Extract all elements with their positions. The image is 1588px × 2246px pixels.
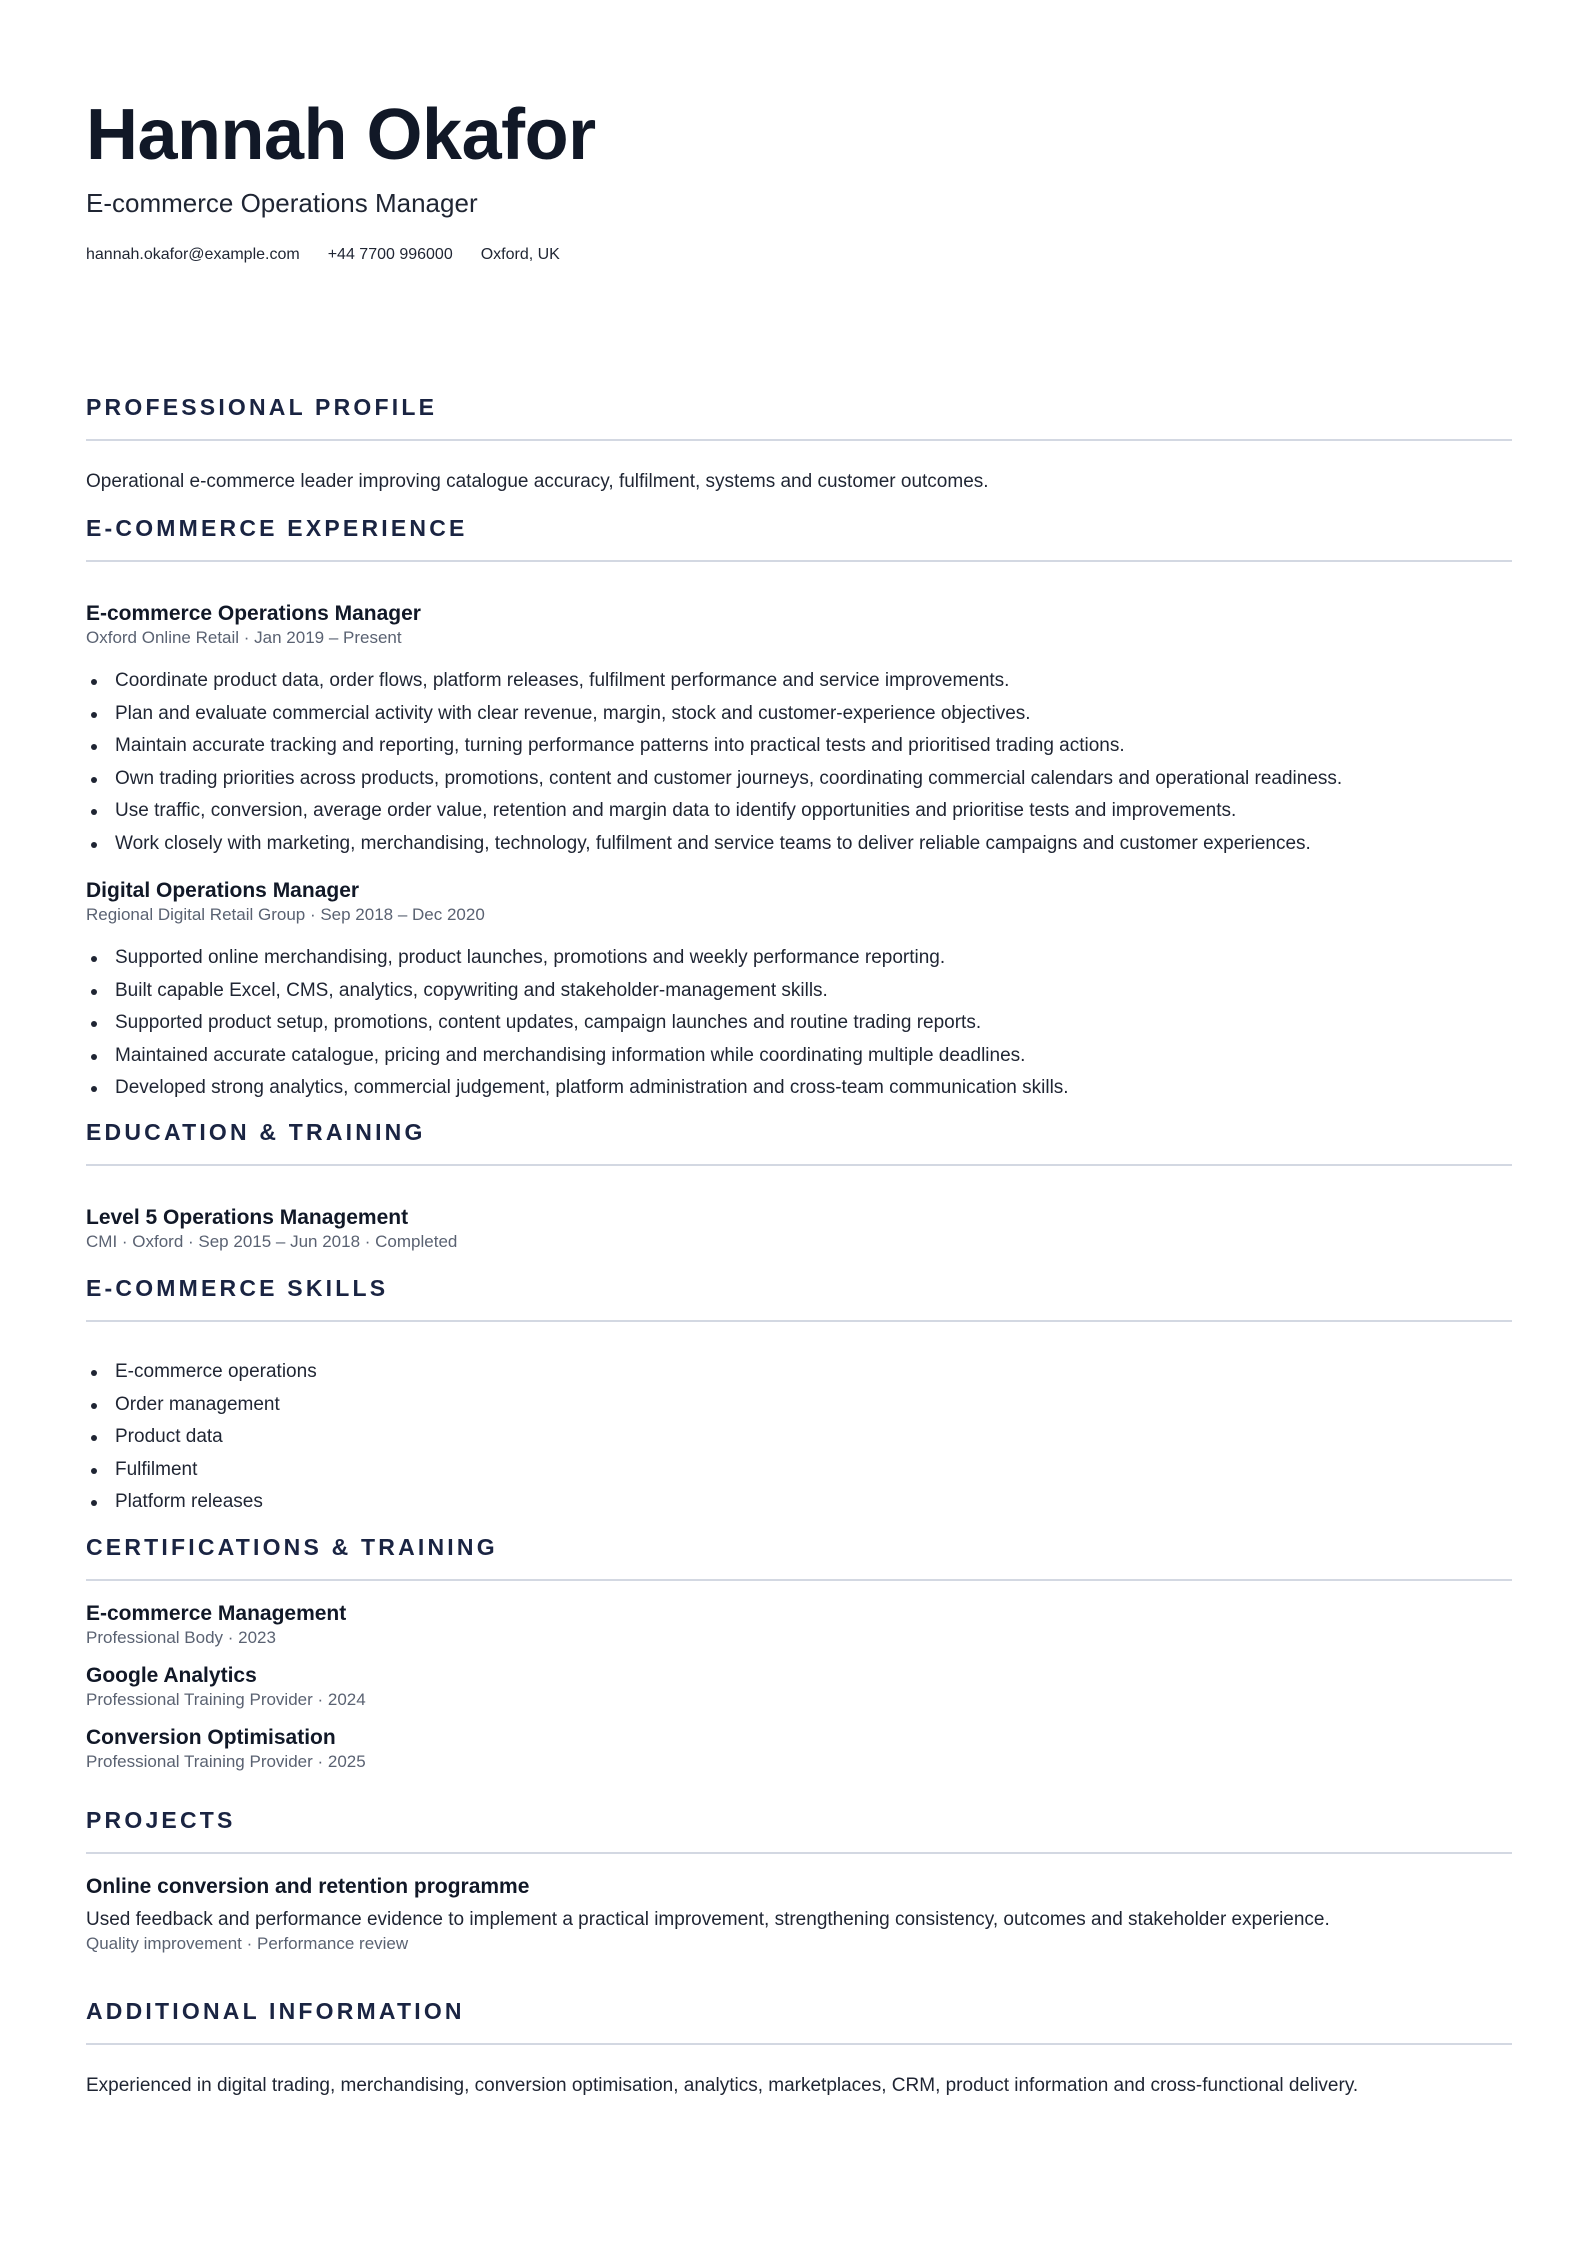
section-divider <box>86 1579 1512 1581</box>
certification-meta: Professional Training Provider · 2025 <box>86 1752 366 1771</box>
section-skills <box>86 1273 1512 1519</box>
section-divider <box>86 1320 1512 1322</box>
job-meta: Regional Digital Retail Group · Sep 2018 – Dec 2020 <box>86 905 485 924</box>
contact-email: hannah.okafor@example.com <box>86 246 300 263</box>
job-entry <box>86 601 1512 860</box>
certification-title: E-commerce Management <box>86 1602 347 1625</box>
section-heading: E-COMMERCE EXPERIENCE <box>86 515 468 541</box>
certification-entry <box>86 1725 1512 1773</box>
list-item: Order management <box>115 1389 1512 1422</box>
job-meta: Oxford Online Retail · Jan 2019 – Present <box>86 628 402 647</box>
skills-list <box>86 1356 1512 1519</box>
section-certifications <box>86 1532 1512 1773</box>
job-bullets <box>86 665 1512 860</box>
education-title: Level 5 Operations Management <box>86 1206 409 1229</box>
contact-phone: +44 7700 996000 <box>327 246 453 263</box>
section-divider <box>86 2043 1512 2045</box>
list-item: Use traffic, conversion, average order value, retention and margin data to identify opportunities and prioritise tests and improvements. <box>115 795 1512 828</box>
list-item: Work closely with marketing, merchandising, technology, fulfilment and service teams to deliver reliable campaigns and customer experiences. <box>115 828 1512 861</box>
candidate-title: E-commerce Operations Manager <box>86 188 478 218</box>
list-item: Built capable Excel, CMS, analytics, copywriting and stakeholder-management skills. <box>115 975 1512 1008</box>
certification-meta: Professional Training Provider · 2024 <box>86 1690 366 1709</box>
education-meta: CMI · Oxford · Sep 2015 – Jun 2018 · Completed <box>86 1232 458 1251</box>
list-item: Own trading priorities across products, promotions, content and customer journeys, coordinating commercial calendars and operational readiness. <box>115 763 1512 796</box>
certification-meta: Professional Body · 2023 <box>86 1628 276 1647</box>
section-additional <box>86 1996 1512 2099</box>
contact-line <box>86 244 560 266</box>
candidate-name: Hannah Okafor <box>86 95 596 175</box>
project-description: Used feedback and performance evidence to implement a practical improvement, strengthening consistency, outcomes and stakeholder experience. <box>86 1909 1330 1930</box>
contact-location: Oxford, UK <box>480 246 560 263</box>
section-divider <box>86 560 1512 562</box>
project-entry <box>86 1874 1512 1955</box>
list-item: Product data <box>115 1421 1512 1454</box>
section-projects <box>86 1805 1512 1955</box>
list-item: Developed strong analytics, commercial judgement, platform administration and cross-team communication skills. <box>115 1072 1512 1105</box>
list-item: Fulfilment <box>115 1454 1512 1487</box>
list-item: Plan and evaluate commercial activity with clear revenue, margin, stock and customer-experience objectives. <box>115 698 1512 731</box>
list-item: Supported online merchandising, product launches, promotions and weekly performance reporting. <box>115 942 1512 975</box>
job-bullets <box>86 942 1512 1105</box>
job-title: E-commerce Operations Manager <box>86 602 421 625</box>
certification-title: Google Analytics <box>86 1664 257 1687</box>
profile-text: Operational e-commerce leader improving catalogue accuracy, fulfilment, systems and customer outcomes. <box>86 471 989 492</box>
section-divider <box>86 1852 1512 1854</box>
section-heading: CERTIFICATIONS & TRAINING <box>86 1534 498 1560</box>
section-profile <box>86 392 1512 495</box>
section-experience <box>86 513 1512 1105</box>
job-entry <box>86 878 1512 1105</box>
section-heading: E-COMMERCE SKILLS <box>86 1275 389 1301</box>
section-heading: ADDITIONAL INFORMATION <box>86 1998 465 2024</box>
list-item: Platform releases <box>115 1486 1512 1519</box>
section-divider <box>86 439 1512 441</box>
job-title: Digital Operations Manager <box>86 879 360 902</box>
section-heading: PROFESSIONAL PROFILE <box>86 394 438 420</box>
section-heading: EDUCATION & TRAINING <box>86 1119 426 1145</box>
section-education <box>86 1117 1512 1253</box>
section-divider <box>86 1164 1512 1166</box>
list-item: Maintain accurate tracking and reporting, turning performance patterns into practical tests and prioritised trading actions. <box>115 730 1512 763</box>
certification-entry <box>86 1601 1512 1649</box>
section-heading: PROJECTS <box>86 1807 236 1833</box>
list-item: Supported product setup, promotions, content updates, campaign launches and routine trading reports. <box>115 1007 1512 1040</box>
additional-text: Experienced in digital trading, merchandising, conversion optimisation, analytics, marketplaces, CRM, product information and cross-functional delivery. <box>86 2075 1359 2096</box>
education-entry <box>86 1205 1512 1253</box>
project-title: Online conversion and retention programme <box>86 1875 530 1898</box>
list-item: Coordinate product data, order flows, platform releases, fulfilment performance and service improvements. <box>115 665 1512 698</box>
list-item: E-commerce operations <box>115 1356 1512 1389</box>
project-tags: Quality improvement · Performance review <box>86 1934 409 1953</box>
certification-entry <box>86 1663 1512 1711</box>
list-item: Maintained accurate catalogue, pricing and merchandising information while coordinating multiple deadlines. <box>115 1040 1512 1073</box>
certification-title: Conversion Optimisation <box>86 1726 336 1749</box>
